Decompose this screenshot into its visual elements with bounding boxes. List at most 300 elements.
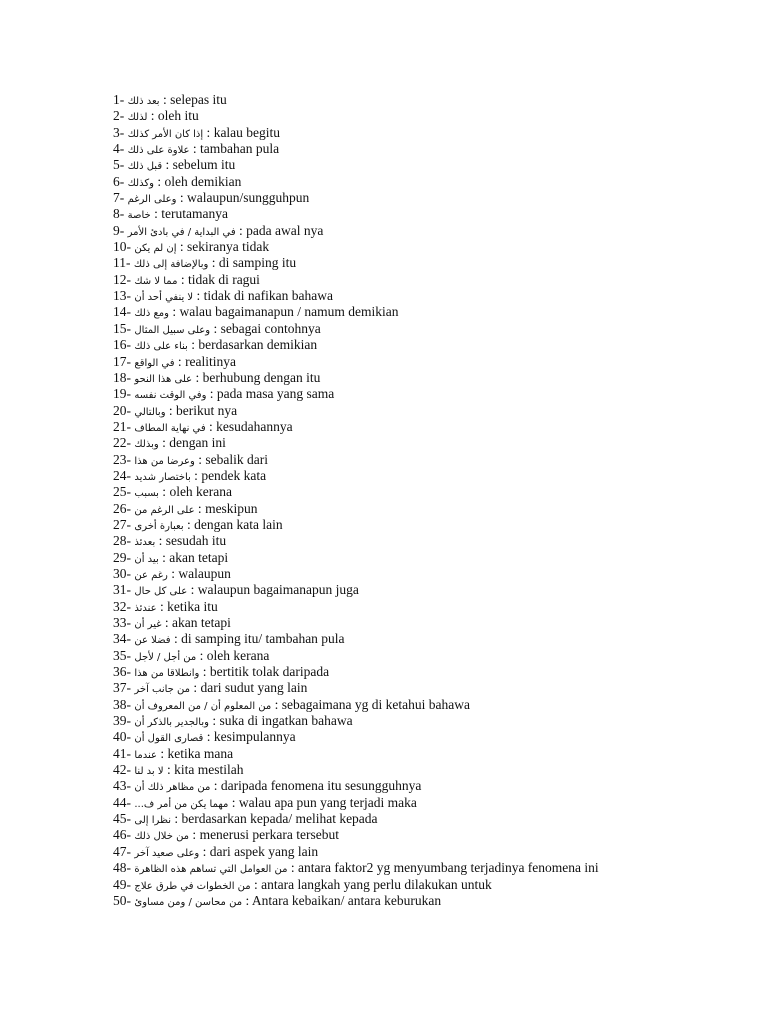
malay-meaning: meskipun [205,500,258,516]
entry-separator: : [189,827,200,843]
arabic-phrase: من جانب آخر [134,684,191,696]
malay-meaning: kesudahannya [216,418,293,434]
entry-dash: - [126,484,135,500]
entry-dash: - [126,418,135,434]
list-item [113,255,753,271]
list-item [113,304,753,320]
arabic-phrase: وعلى الرغم [127,194,177,206]
malay-meaning: di samping itu/ tambahan pula [181,631,345,647]
list-item [113,403,753,419]
malay-meaning: walaupun bagaimanapun juga [197,582,359,598]
entry-number: 3 [113,124,120,140]
malay-meaning: walaupun/sungguhpun [187,190,310,206]
entry-number: 8 [113,206,120,222]
malay-meaning: sebagai contohnya [220,320,321,336]
list-item [113,697,753,713]
entry-separator: : [171,811,182,827]
arabic-phrase: لا ينفي أحد أن [134,292,194,304]
malay-meaning: di samping itu [218,255,297,271]
entry-dash: - [126,664,135,680]
entry-number: 19 [113,386,127,402]
entry-separator: : [162,157,173,173]
arabic-phrase: وبالإضافة إلى ذلك [133,259,209,271]
list-item [113,566,753,582]
malay-meaning: pendek kata [201,467,267,483]
entry-separator: : [192,369,203,385]
entry-separator: : [287,860,299,876]
malay-meaning: pada masa yang sama [216,386,335,402]
entry-separator: : [235,222,247,238]
malay-meaning: walau bagaimanapun / namum demikian [179,304,399,320]
entry-number: 45 [113,811,127,827]
entry-separator: : [196,647,207,663]
malay-meaning: kalau begitu [213,124,281,140]
list-item [113,484,753,500]
arabic-phrase: غير أن [134,619,162,630]
entry-number: 40 [113,729,127,745]
list-item [113,354,753,370]
malay-meaning: tidak di ragui [187,271,260,287]
arabic-phrase: بعد ذلك [127,96,160,107]
entry-number: 36 [113,664,127,680]
entry-separator: : [228,794,239,810]
arabic-phrase: على الرغم من [134,504,195,516]
arabic-phrase: عندما [134,749,158,761]
entry-dash: - [126,860,135,876]
arabic-phrase: فضلا عن [134,635,171,647]
arabic-phrase: من المعلوم أن / من المعروف أن [134,700,272,712]
list-item [113,827,753,843]
malay-meaning: daripada fenomena itu sesungguhnya [220,778,422,794]
list-item [113,746,753,762]
malay-meaning: dengan ini [169,435,226,451]
entry-separator: : [203,124,214,140]
entry-number: 16 [113,337,127,353]
malay-meaning: ketika itu [167,598,218,614]
malay-meaning: pada awal nya [246,222,324,238]
entry-number: 9 [113,222,120,238]
entry-dash: - [126,876,135,892]
entry-number: 41 [113,745,127,761]
arabic-phrase: من محاسن / ومن مساوئ [134,896,243,908]
malay-meaning: dari sudut yang lain [200,680,308,696]
entry-number: 2 [113,108,120,124]
entry-dash: - [126,337,135,353]
list-item [113,419,753,435]
arabic-phrase: لا بد لنا [134,766,164,778]
malay-meaning: sebelum itu [172,157,236,173]
entry-dash: - [126,386,135,402]
entry-dash: - [126,647,135,663]
entry-dash: - [126,680,135,696]
entry-number: 15 [113,320,127,336]
entry-number: 37 [113,680,127,696]
list-item [113,337,753,353]
entry-dash: - [126,288,135,304]
entry-number: 35 [113,647,127,663]
entry-dash: - [126,745,135,761]
entry-dash: - [126,713,135,729]
malay-meaning: Antara kebaikan/ antara keburukan [251,892,442,908]
list-item [113,860,753,876]
entry-dash: - [119,190,128,206]
malay-meaning: akan tetapi [171,615,231,630]
entry-dash: - [126,827,135,843]
entry-separator: : [169,304,180,320]
entry-number: 22 [113,435,127,451]
malay-meaning: sebagaimana yg di ketahui bahawa [281,696,470,712]
arabic-phrase: بسبب [134,488,159,500]
arabic-phrase: مما لا شك [134,275,178,287]
arabic-phrase: وبذلك [134,439,159,451]
entry-number: 28 [113,533,127,549]
entry-separator: : [187,582,198,598]
entry-number: 7 [113,190,120,206]
malay-meaning: oleh kerana [169,484,233,500]
entry-separator: : [187,337,199,353]
entry-dash: - [126,516,135,532]
malay-meaning: suka di ingatkan bahawa [219,713,353,729]
entry-number: 46 [113,827,127,843]
list-item [113,631,753,647]
arabic-phrase: قبل ذلك [127,161,163,173]
entry-dash: - [119,141,128,157]
entry-separator: : [193,288,204,304]
entry-number: 27 [113,516,127,532]
list-item [113,615,753,631]
entry-number: 44 [113,794,127,810]
entry-separator: : [157,745,168,761]
list-item [113,648,753,664]
entry-separator: : [170,631,182,647]
entry-dash: - [126,892,135,908]
arabic-phrase: إن لم يكن [134,243,177,255]
entry-dash: - [126,549,135,565]
entry-number: 31 [113,582,127,598]
entry-separator: : [177,271,188,287]
entry-separator: : [158,435,170,451]
entry-separator: : [199,843,210,859]
list-item [113,468,753,484]
list-item [113,877,753,893]
list-item [113,108,753,124]
entry-separator: : [158,484,170,500]
entry-number: 18 [113,369,127,385]
entry-separator: : [147,108,158,124]
malay-meaning: tambahan pula [200,141,280,157]
malay-meaning: realitinya [185,353,237,369]
list-item [113,533,753,549]
list-item [113,174,753,190]
list-item [113,795,753,811]
entry-separator: : [174,353,186,369]
list-item [113,435,753,451]
list-item [113,517,753,533]
entry-separator: : [159,92,171,107]
entry-number: 17 [113,353,127,369]
entry-dash: - [119,108,128,124]
entry-dash: - [126,582,135,598]
entry-separator: : [165,402,177,418]
arabic-phrase: وبالجدير بالذكر أن [134,717,209,729]
entry-dash: - [119,157,128,173]
entry-number: 1 [113,92,120,107]
list-item [113,811,753,827]
malay-meaning: berhubung dengan itu [202,369,321,385]
malay-meaning: bertitik tolak daripada [209,664,330,680]
malay-meaning: menerusi perkara tersebut [199,827,339,843]
entry-separator: : [183,516,195,532]
arabic-phrase: إذا كان الأمر كذلك [127,128,204,140]
list-item [113,452,753,468]
entry-dash: - [119,206,128,222]
malay-meaning: sesudah itu [165,533,227,549]
list-item [113,762,753,778]
entry-dash: - [126,778,135,794]
arabic-phrase: من العوامل التي تساهم هذه الظاهرة [134,864,288,876]
entry-dash: - [119,124,128,140]
arabic-phrase: في نهاية المطاف [134,422,206,434]
list-item [113,501,753,517]
entry-number: 25 [113,484,127,500]
arabic-phrase: عندئذ [134,602,157,614]
entry-dash: - [126,320,135,336]
malay-meaning: antara faktor2 yg menyumbang terjadinya fenomena ini [298,860,599,876]
entry-number: 20 [113,402,127,418]
entry-dash: - [126,696,135,712]
entry-separator: : [194,451,206,467]
entry-number: 49 [113,876,127,892]
entry-number: 12 [113,271,127,287]
malay-meaning: terutamanya [161,206,228,222]
list-item [113,844,753,860]
arabic-phrase: على كل حال [134,586,188,598]
entry-dash: - [126,467,135,483]
list-item [113,125,753,141]
arabic-phrase: وعلى سبيل المثال [134,324,211,336]
entry-dash: - [126,353,135,369]
arabic-phrase: من خلال ذلك [134,831,190,843]
arabic-phrase: وعلى صعيد آخر [134,847,200,859]
entry-separator: : [161,615,172,630]
entry-dash: - [126,255,134,271]
entry-dash: - [126,304,135,320]
entry-separator: : [176,190,187,206]
entry-separator: : [210,320,221,336]
arabic-phrase: بيد أن [134,553,159,565]
entry-dash: - [126,435,135,451]
entry-separator: : [206,386,217,402]
list-item [113,288,753,304]
entry-separator: : [194,500,206,516]
entry-dash: - [126,402,135,418]
list-item [113,321,753,337]
entry-separator: : [205,418,217,434]
malay-meaning: tidak di nafikan bahawa [203,288,333,304]
entry-dash: - [126,271,135,287]
entry-separator: : [189,141,201,157]
entry-separator: : [190,467,202,483]
entry-number: 33 [113,615,127,630]
entry-separator: : [210,778,221,794]
entry-dash: - [126,811,135,827]
entry-number: 39 [113,713,127,729]
list-item [113,582,753,598]
malay-meaning: berikut nya [176,402,238,418]
arabic-phrase: بعبارة أخرى [134,520,184,532]
entry-dash: - [126,598,135,614]
malay-meaning: sekiranya tidak [187,239,270,255]
entry-number: 50 [113,892,127,908]
entry-number: 14 [113,304,127,320]
malay-meaning: sebalik dari [205,451,268,467]
entry-number: 38 [113,696,127,712]
arabic-phrase: وانطلاقا من هذا [134,668,200,680]
malay-meaning: dengan kata lain [194,516,283,532]
entry-dash: - [126,500,135,516]
malay-meaning: kesimpulannya [213,729,296,745]
entry-number: 13 [113,288,127,304]
list-item [113,713,753,729]
arabic-phrase: لذلك [127,112,148,124]
entry-number: 30 [113,565,127,581]
entry-number: 24 [113,467,127,483]
arabic-phrase: ومع ذلك [134,308,169,320]
entry-number: 4 [113,141,120,157]
entry-separator: : [158,549,170,565]
list-item [113,223,753,239]
arabic-phrase: باختصار شديد [134,471,191,483]
list-item [113,239,753,255]
entry-dash: - [126,615,135,630]
malay-meaning: berdasarkan demikian [198,337,318,353]
arabic-phrase: على هذا النحو [134,373,193,385]
arabic-phrase: بعدئذ [134,537,156,549]
entry-separator: : [208,255,219,271]
list-item [113,893,753,909]
entry-separator: : [167,565,179,581]
arabic-phrase: وبالتالي [134,406,166,418]
malay-meaning: selepas itu [170,92,227,107]
entry-separator: : [150,206,162,222]
list-item [113,386,753,402]
arabic-phrase: من أجل / لأجل [134,651,197,663]
entry-number: 47 [113,843,127,859]
list-item [113,778,753,794]
entry-dash: - [126,631,135,647]
arabic-phrase: بناء على ذلك [134,341,188,353]
entry-separator: : [155,533,166,549]
entry-number: 26 [113,500,127,516]
malay-meaning: oleh kerana [206,647,270,663]
entry-dash: - [126,451,135,467]
entry-separator: : [250,876,262,892]
list-item [113,370,753,386]
malay-meaning: oleh itu [157,108,199,124]
phrase-list [113,92,753,909]
arabic-phrase: في الواقع [134,357,175,369]
entry-separator: : [271,696,282,712]
entry-dash: - [126,533,135,549]
entry-dash: - [126,762,135,778]
list-item [113,206,753,222]
entry-number: 32 [113,598,127,614]
arabic-phrase: قصارى القول أن [134,733,204,745]
arabic-phrase: خاصة [127,210,151,222]
arabic-phrase: نظرا إلى [134,815,171,827]
entry-number: 43 [113,778,127,794]
entry-number: 6 [113,173,120,189]
entry-separator: : [156,598,168,614]
entry-number: 48 [113,860,127,876]
malay-meaning: akan tetapi [169,549,229,565]
entry-number: 29 [113,549,127,565]
malay-meaning: antara langkah yang perlu dilakukan untuk [261,876,492,892]
arabic-phrase: علاوة على ذلك [127,145,190,157]
malay-meaning: berdasarkan kepada/ melihat kepada [181,811,378,827]
list-item [113,729,753,745]
entry-number: 34 [113,631,127,647]
entry-dash: - [126,794,135,810]
entry-dash: - [119,173,128,189]
entry-separator: : [242,892,252,908]
entry-dash: - [126,565,135,581]
arabic-phrase: وفي الوقت نفسه [134,390,207,402]
entry-separator: : [176,239,187,255]
list-item [113,272,753,288]
arabic-phrase: وكذلك [127,177,154,189]
entry-number: 5 [113,157,120,173]
list-item [113,664,753,680]
entry-separator: : [203,729,214,745]
entry-separator: : [163,762,175,778]
entry-dash: - [126,369,135,385]
list-item [113,157,753,173]
arabic-phrase: من مظاهر ذلك أن [134,782,211,794]
entry-number: 23 [113,451,127,467]
arabic-phrase: من الخطوات في طرق علاج [134,880,251,892]
malay-meaning: oleh demikian [164,173,242,189]
malay-meaning: ketika mana [167,745,234,761]
list-item [113,550,753,566]
entry-dash: - [126,729,135,745]
entry-dash: - [126,843,135,859]
entry-separator: : [199,664,210,680]
entry-dash: - [119,222,128,238]
arabic-phrase: في البداية / في بادئ الأمر [127,226,236,238]
entry-number: 21 [113,418,127,434]
malay-meaning: walau apa pun yang terjadi maka [238,794,417,810]
entry-separator: : [190,680,201,696]
entry-dash: - [126,239,135,255]
malay-meaning: dari aspek yang lain [209,843,319,859]
entry-number: 11 [113,255,126,271]
entry-number: 42 [113,762,127,778]
list-item [113,599,753,615]
arabic-phrase: وعرضا من هذا [134,455,195,467]
entry-number: 10 [113,239,127,255]
malay-meaning: kita mestilah [174,762,244,778]
entry-separator: : [153,173,165,189]
malay-meaning: walaupun [178,565,231,581]
arabic-phrase: مهما يكن من أمر ف... [134,798,229,810]
entry-dash: - [119,92,128,107]
list-item [113,141,753,157]
arabic-phrase: رغم عن [134,569,168,581]
list-item [113,92,753,108]
list-item [113,680,753,696]
entry-separator: : [208,713,220,729]
